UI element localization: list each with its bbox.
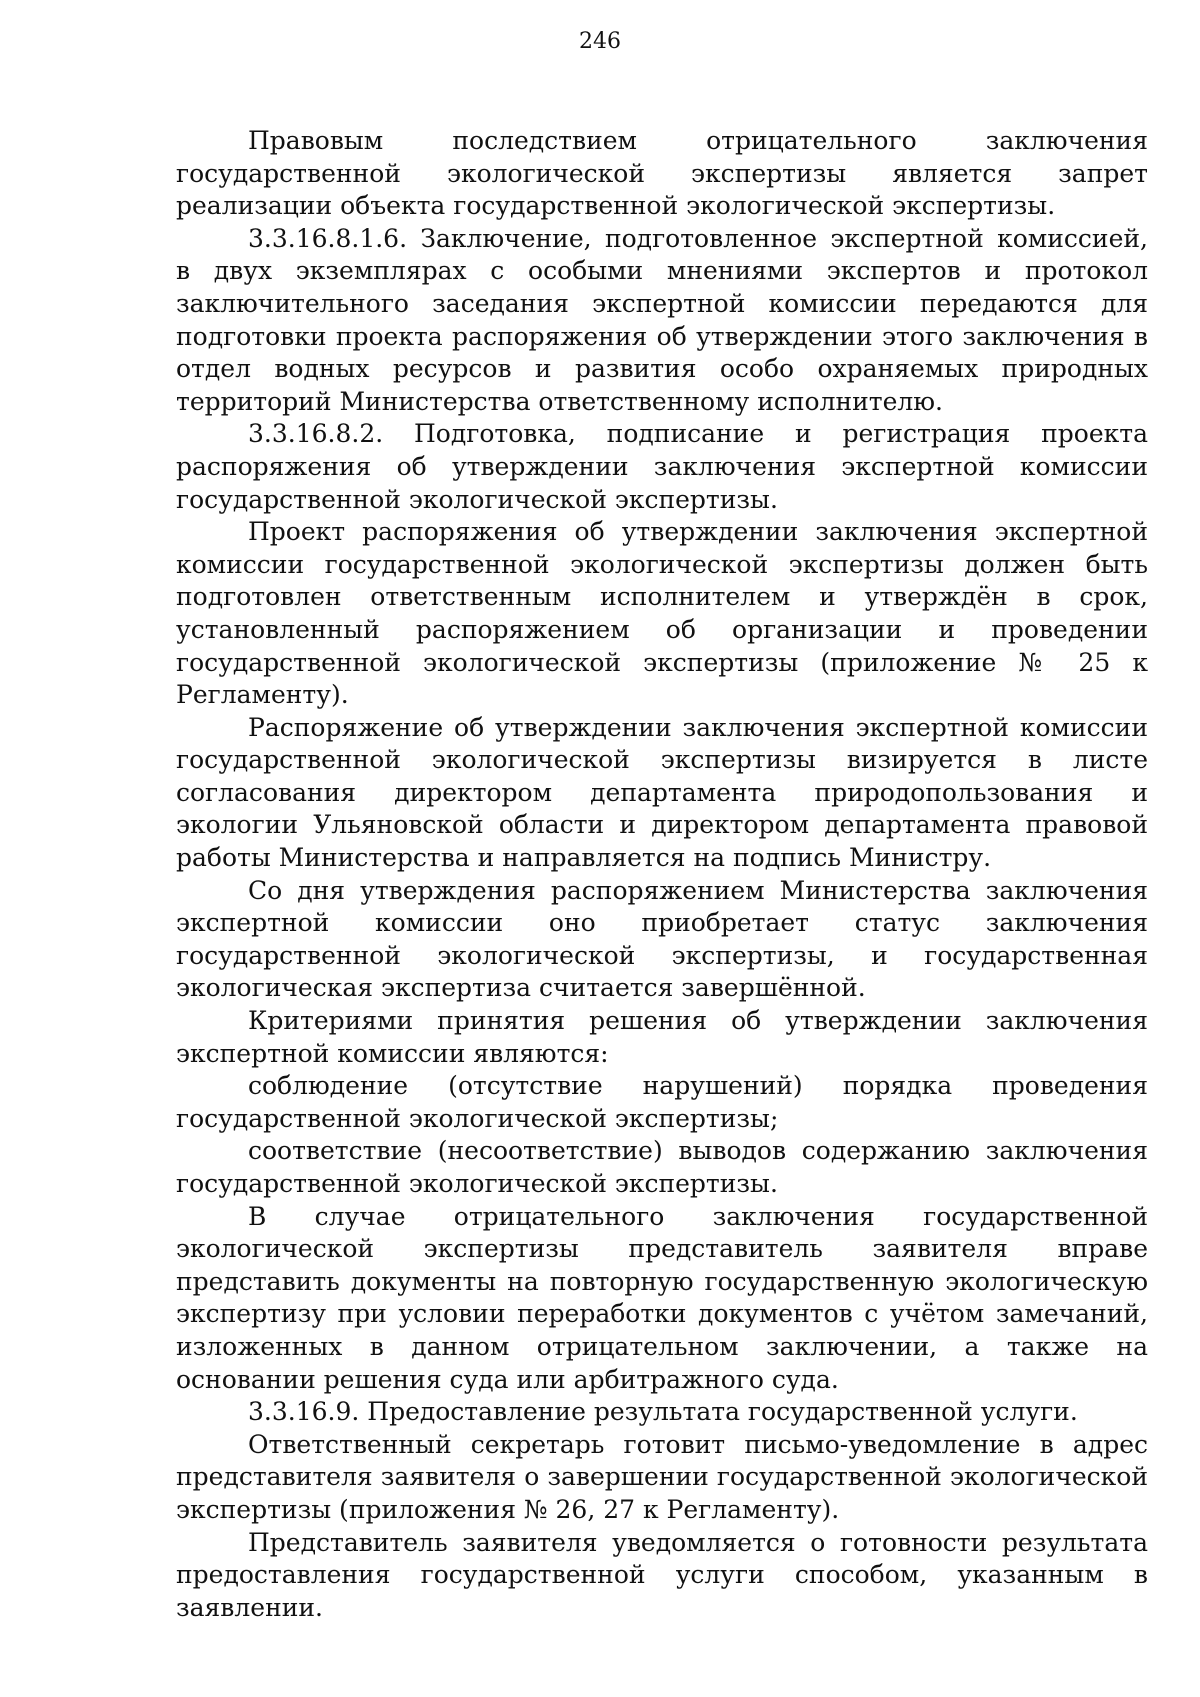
paragraph-negative-conclusion: В случае отрицательного заключения государственной экологической экспертизы представитель заявителя вправе представить документы на повторную государственную экологическую экспертизу при условии переработки документов с учётом замечаний, изложенных в данном отрицательном заключении, а также на основании решения суда или арбитражного суда.: [176, 1201, 1148, 1394]
paragraph-3-3-16-8-1-6: 3.3.16.8.1.6. Заключение, подготовленное экспертной комиссией, в двух экземплярах с особыми мнениями экспертов и протокол заключительного заседания экспертной комиссии передаются для подготовки проекта распоряжения об утверждении этого заключения в отдел водных ресурсов и развития особо охраняемых природных территорий Министерства ответственному исполнителю.: [176, 223, 1148, 416]
paragraph-3-3-16-8-2: 3.3.16.8.2. Подготовка, подписание и регистрация проекта распоряжения об утверждении заключения экспертной комиссии государственной экологической экспертизы.: [176, 419, 1148, 514]
paragraph-notification-letter: Ответственный секретарь готовит письмо-уведомление в адрес представителя заявителя о завершении государственной экологической экспертизы (приложения № 26, 27 к Регламенту).: [176, 1429, 1148, 1524]
paragraph-criterion-conformity: соответствие (несоответствие) выводов содержанию заключения государственной экологической экспертизы.: [176, 1136, 1148, 1198]
paragraph-criterion-compliance: соблюдение (отсутствие нарушений) порядка проведения государственной экологической экспертизы;: [176, 1071, 1148, 1133]
paragraph-status-change: Со дня утверждения распоряжением Министерства заключения экспертной комиссии оно приобретает статус заключения государственной экологической экспертизы, и государственная экологическая экспертиза считается завершённой.: [176, 875, 1148, 1003]
page-number: 246: [579, 29, 621, 54]
paragraph-legal-consequence: Правовым последствием отрицательного заключения государственной экологической экспертизы является запрет реализации объекта государственной экологической экспертизы.: [176, 126, 1148, 221]
paragraph-order-approval: Распоряжение об утверждении заключения экспертной комиссии государственной экологической экспертизы визируется в листе согласования директором департамента природопользования и экологии Ульяновской области и директором департамента правовой работы Министерства и направляется на подпись Министру.: [176, 712, 1148, 873]
paragraph-draft-order: Проект распоряжения об утверждении заключения экспертной комиссии государственной экологической экспертизы должен быть подготовлен ответственным исполнителем и утверждён в срок, установленный распоряжением об организации и проведении государственной экологической экспертизы (приложение № 25 к Регламенту).: [176, 517, 1148, 710]
document-body: [176, 125, 1148, 1624]
paragraph-applicant-notified: Представитель заявителя уведомляется о готовности результата предоставления государственной услуги способом, указанным в заявлении.: [176, 1527, 1148, 1622]
paragraph-criteria-intro: Критериями принятия решения об утверждении заключения экспертной комиссии являются:: [176, 1006, 1148, 1068]
paragraph-3-3-16-9: 3.3.16.9. Предоставление результата государственной услуги.: [248, 1397, 1078, 1427]
